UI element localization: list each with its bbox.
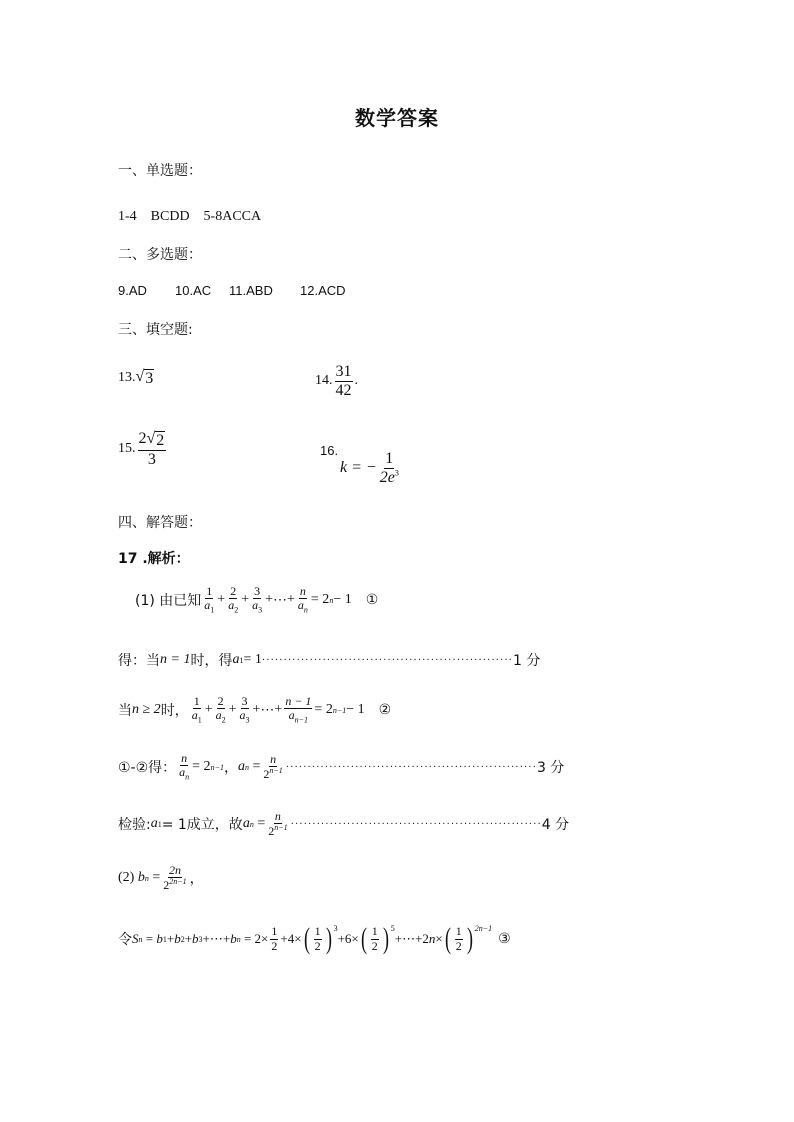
q17-step7: 令 S n = b 1 + b 2 + b 3 + ⋯ + b n = 2× $\frac{1}{2}$ +4× ( $\frac{1}{2}$ ) $^3$ +6× ( $\frac{1}{2}$ ) $^5$ + ⋯ +2 n × ( $\frac{1}{2}$ ) $^{2n-1}$ ③ [118,922,511,955]
term-n: $\frac{n}{a_n}$ [297,584,308,615]
step5-mid: = 1成立，故 [161,817,243,834]
fill-answer-15 [118,430,168,468]
q14-denominator: 42 [335,381,352,399]
q14-period: . [354,373,358,389]
q17-step3: 当 n ≥ 2 时， $\frac{1}{a_1}$ + $\frac{2}{a_2}$ + $\frac{3}{a_3}$ + ⋯ + $\frac{n - 1}{a_{n-1}}$ = 2 n−1 − 1 ② [118,694,392,725]
q14-numerator: 31 [335,363,352,380]
step3-prefix: 当 [118,703,132,720]
bn-fraction: $\frac{2n}{2^{2n-1}}$ [163,863,187,893]
score-1: 1 分 [513,653,541,669]
q17-step5: 检验: a 1 = 1成立，故 a n = $\frac{n}{2^{n-1}}$ ·························································· 4 分 [118,809,570,839]
term-3: $\frac{3}{a_3}$ [252,584,263,615]
q17-step1: (1) 由已知 $\frac{1}{a_1}$ + $\frac{2}{a_2}$ + $\frac{3}{a_3}$ + ⋯ + $\frac{n}{a_n}$ = 2 n − 1 ① [135,584,379,615]
step4-prefix: ①-②得： [118,760,177,777]
q16-numerator: 1 [385,450,394,467]
n-over-2pow: $\frac{n}{2^{n-1}}$ [268,809,288,839]
step1-prefix: (1) 由已知 [135,593,202,610]
term-1: $\frac{1}{a_1}$ [204,584,215,615]
sqrt-symbol: √ 3 [135,368,154,387]
q15-denominator: 3 [147,450,156,468]
term-3: $\frac{3}{a_3}$ [239,694,250,725]
leader-dots-3: ·························································· [290,818,542,830]
q16-lhs: k = − [340,459,377,477]
q13-radicand: 3 [145,370,154,387]
page-title: 数学答案 [355,106,439,130]
q15-fraction [138,430,167,468]
q17-step6: (2) b n = $\frac{2n}{2^{2n-1}}$ ， [118,863,204,893]
q17-step4: ①-②得： $\frac{n}{a_n}$ = 2 n−1 ， a n = $\frac{n}{2^{n-1}}$ ·························································· 3 分 [118,751,565,782]
q14-label: 14. [315,373,333,389]
fill-answer-16 [340,450,402,486]
q15-numerator: 2√ 2 [138,430,165,449]
n-over-an: $\frac{n}{a_n}$ [179,751,190,782]
term-1: $\frac{1}{a_1}$ [191,694,202,725]
mark-circle-2: ② [378,702,392,719]
step2-cond: n = 1 [160,652,191,667]
q14-fraction [335,363,353,399]
step5-prefix: 检验: [118,817,151,834]
leader-dots-1: ·························································· [261,654,514,666]
q17-step2: 得：当 n = 1 时，得 a 1 = 1 ·························································· 1 分 [118,652,541,669]
n-over-2pow: $\frac{n}{2^{n-1}}$ [263,752,283,782]
section-fill-blank: 三、填空题: [118,322,193,338]
fill-answer-13 [118,368,154,388]
step2-mid: 时，得 [190,653,233,669]
section-solve: 四、解答题： [118,515,202,531]
section-multiple-choice: 二、多选题： [118,247,202,263]
multi-answer-10: 10.AC [175,283,212,298]
score-2: 3 分 [536,760,565,777]
section-single-choice: 一、单选题： [118,163,202,179]
term-2: $\frac{2}{a_2}$ [215,694,226,725]
multi-answer-9: 9.AD [118,283,147,298]
multi-answer-12: 12.ACD [300,283,346,298]
q15-label: 15. [118,441,136,457]
term-n-minus-1: $\frac{n - 1}{a_{n-1}}$ [285,694,312,725]
half-frac: $\frac{1}{2}$ [271,924,278,953]
mark-circle-3: ③ [498,931,511,947]
step3-cond: n ≥ 2 [132,702,161,718]
q16-fraction [379,450,400,486]
step2-prefix: 得：当 [118,653,160,669]
mark-circle-1: ① [365,592,379,609]
multi-answer-11: 11.ABD [229,283,273,298]
step6-prefix: (2) [118,870,135,886]
q13-label: 13. [118,370,136,385]
step3-mid: 时， [160,703,189,720]
step7-prefix: 令 [118,932,132,948]
fill-answer-14 [315,363,358,399]
single-choice-answers: 1-4 BCDD 5-8ACCA [118,209,262,224]
term-2: $\frac{2}{a_2}$ [228,584,239,615]
score-3: 4 分 [541,817,570,834]
q16-label: 16. [320,443,339,458]
step1-rhs: = 2 [310,592,330,608]
leader-dots-2: ·························································· [285,761,537,773]
q16-denominator: $2e^3$ [379,468,399,486]
q17-heading: 17 .解析： [118,551,190,567]
